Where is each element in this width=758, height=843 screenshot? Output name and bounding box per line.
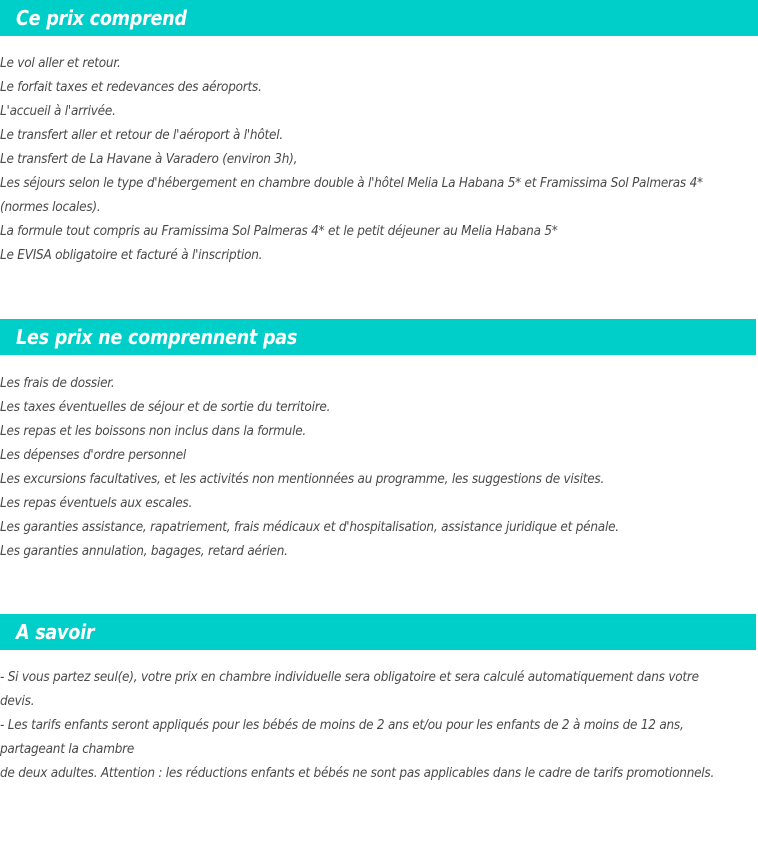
section-header-good-to-know <box>0 614 756 650</box>
section-title-good-to-know: A savoir <box>16 620 95 644</box>
section-good-to-know <box>0 614 758 786</box>
section-title-included: Ce prix comprend <box>16 6 187 30</box>
section-body-included <box>0 36 758 268</box>
list-item: - Les tarifs enfants seront appliqués pour les bébés de moins de 2 ans et/ou pour les enfants de 2 à moins de 12 ans, <box>0 718 684 733</box>
list-item: Les frais de dossier. <box>0 376 115 391</box>
section-body-good-to-know <box>0 650 758 786</box>
list-item: - Si vous partez seul(e), votre prix en chambre individuelle sera obligatoire et sera calculé automatiquement dans votre <box>0 670 699 685</box>
list-item: Les garanties assistance, rapatriement, frais médicaux et d'hospitalisation, assistance juridique et pénale. <box>0 520 619 535</box>
list-item: Les garanties annulation, bagages, retard aérien. <box>0 544 288 559</box>
list-item: Le forfait taxes et redevances des aéroports. <box>0 80 262 95</box>
list-item: Les dépenses d'ordre personnel <box>0 448 187 463</box>
list-item: Le transfert de La Havane à Varadero (environ 3h), <box>0 152 298 167</box>
list-item: Les excursions facultatives, et les activités non mentionnées au programme, les suggestions de visites. <box>0 472 605 487</box>
list-item: Les repas et les boissons non inclus dans la formule. <box>0 424 307 439</box>
list-item: L'accueil à l'arrivée. <box>0 104 116 119</box>
section-header-included <box>0 0 758 36</box>
list-item: (normes locales). <box>0 200 101 215</box>
section-body-not-included <box>0 355 758 564</box>
list-item: Les séjours selon le type d'hébergement en chambre double à l'hôtel Melia La Habana 5* et Framissima Sol Palmeras 4* <box>0 176 703 191</box>
list-item: Le transfert aller et retour de l'aéroport à l'hôtel. <box>0 128 283 143</box>
list-item: partageant la chambre <box>0 742 135 757</box>
section-title-not-included: Les prix ne comprennent pas <box>16 325 298 349</box>
list-item: Le EVISA obligatoire et facturé à l'inscription. <box>0 248 263 263</box>
list-item: Les repas éventuels aux escales. <box>0 496 193 511</box>
section-not-included <box>0 319 758 564</box>
list-item: de deux adultes. Attention : les réductions enfants et bébés ne sont pas applicables dans le cadre de tarifs promotionnels. <box>0 766 715 781</box>
list-item: La formule tout compris au Framissima Sol Palmeras 4* et le petit déjeuner au Melia Habana 5* <box>0 224 558 239</box>
section-header-not-included <box>0 319 756 355</box>
section-included <box>0 0 758 268</box>
list-item: Le vol aller et retour. <box>0 56 121 71</box>
list-item: Les taxes éventuelles de séjour et de sortie du territoire. <box>0 400 331 415</box>
list-item: devis. <box>0 694 35 709</box>
